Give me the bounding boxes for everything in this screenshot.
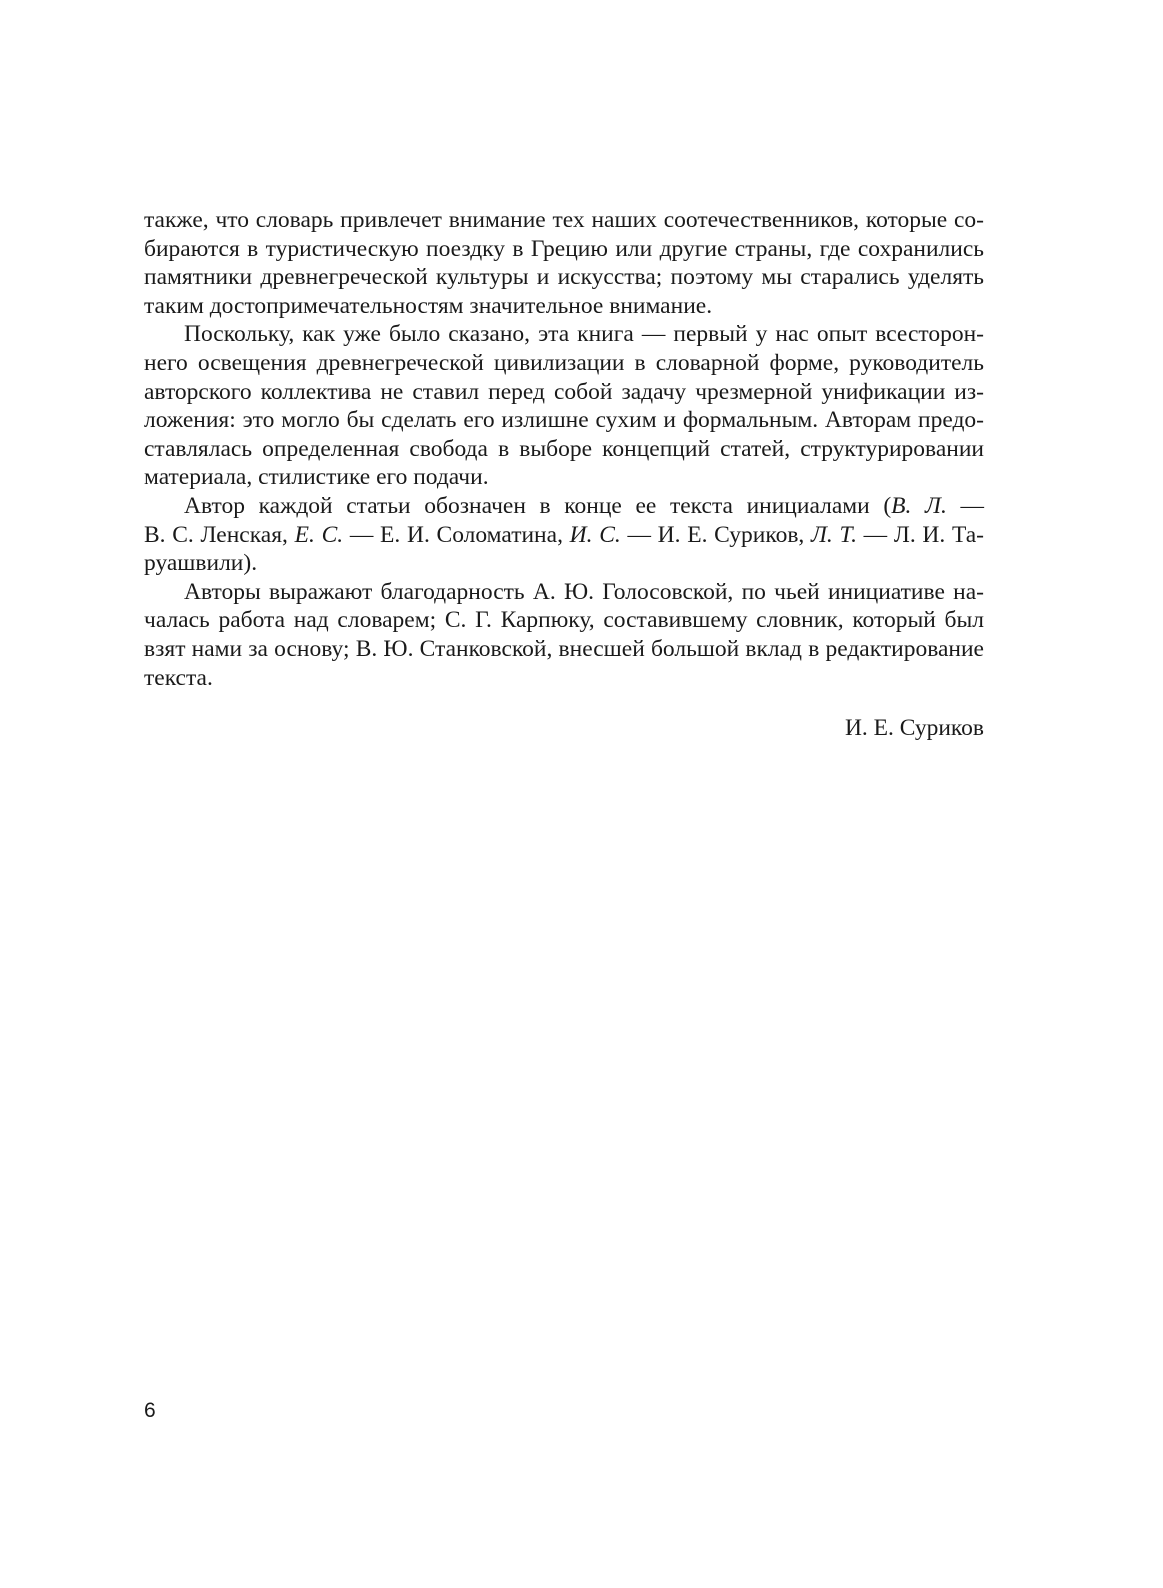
text-line xyxy=(144,521,984,550)
text-line: памятники древнегреческой культуры и искусства; поэтому мы старались уделять xyxy=(144,264,984,291)
text-line: таким достопримечательностям значительное внимание. xyxy=(144,292,713,319)
text-segment: — Л. И. Та- xyxy=(856,521,984,548)
body-text xyxy=(144,206,984,692)
paragraph-4 xyxy=(144,578,984,692)
page-number: 6 xyxy=(144,1399,156,1422)
text-line: бираются в туристическую поездку в Грецию или другие страны, где сохранились xyxy=(144,235,984,262)
text-line: ставлялась определенная свобода в выборе концепций статей, структурировании xyxy=(144,435,984,462)
initials-vl: В. Л. xyxy=(891,492,947,519)
text-line: него освещения древнегреческой цивилизации в словарной форме, руководитель xyxy=(144,349,984,376)
text-line: ложения: это могло бы сделать его излишне сухим и формальным. Авторам предо- xyxy=(144,407,984,434)
paragraph-2 xyxy=(144,320,984,492)
text-line: авторского коллектива не ставил перед собой задачу чрезмерной унификации из- xyxy=(144,378,984,405)
initials-lt: Л. Т. xyxy=(811,521,857,548)
text-line: Авторы выражают благодарность А. Ю. Голосовской, по чьей инициативе на- xyxy=(184,578,984,605)
paragraph-1 xyxy=(144,206,984,320)
text-line: материала, стилистике его подачи. xyxy=(144,464,489,491)
text-segment: — И. Е. Суриков, xyxy=(620,521,811,548)
text-segment: В. С. Ленская, xyxy=(144,521,295,548)
text-line: чалась работа над словарем; С. Г. Карпюку, составившему словник, который был xyxy=(144,607,984,634)
text-line: взят нами за основу; В. Ю. Станковской, внесшей большой вклад в редактирование xyxy=(144,635,984,662)
initials-es: Е. С. xyxy=(294,521,344,548)
text-line xyxy=(144,492,984,521)
text-line: Поскольку, как уже было сказано, эта книга — первый у нас опыт всесторон- xyxy=(184,321,984,348)
text-segment: — Е. И. Соломатина, xyxy=(343,521,570,548)
initials-is: И. С. xyxy=(569,521,621,548)
text-segment: — xyxy=(946,492,984,519)
text-line: руашвили). xyxy=(144,550,258,577)
text-line: текста. xyxy=(144,664,213,691)
text-line: также, что словарь привлечет внимание тех наших соотечественников, которые со- xyxy=(144,207,984,233)
paragraph-3 xyxy=(144,492,984,578)
text-segment: Автор каждой статьи обозначен в конце ее текста инициалами ( xyxy=(184,492,892,519)
author-signature: И. Е. Суриков xyxy=(844,715,984,741)
